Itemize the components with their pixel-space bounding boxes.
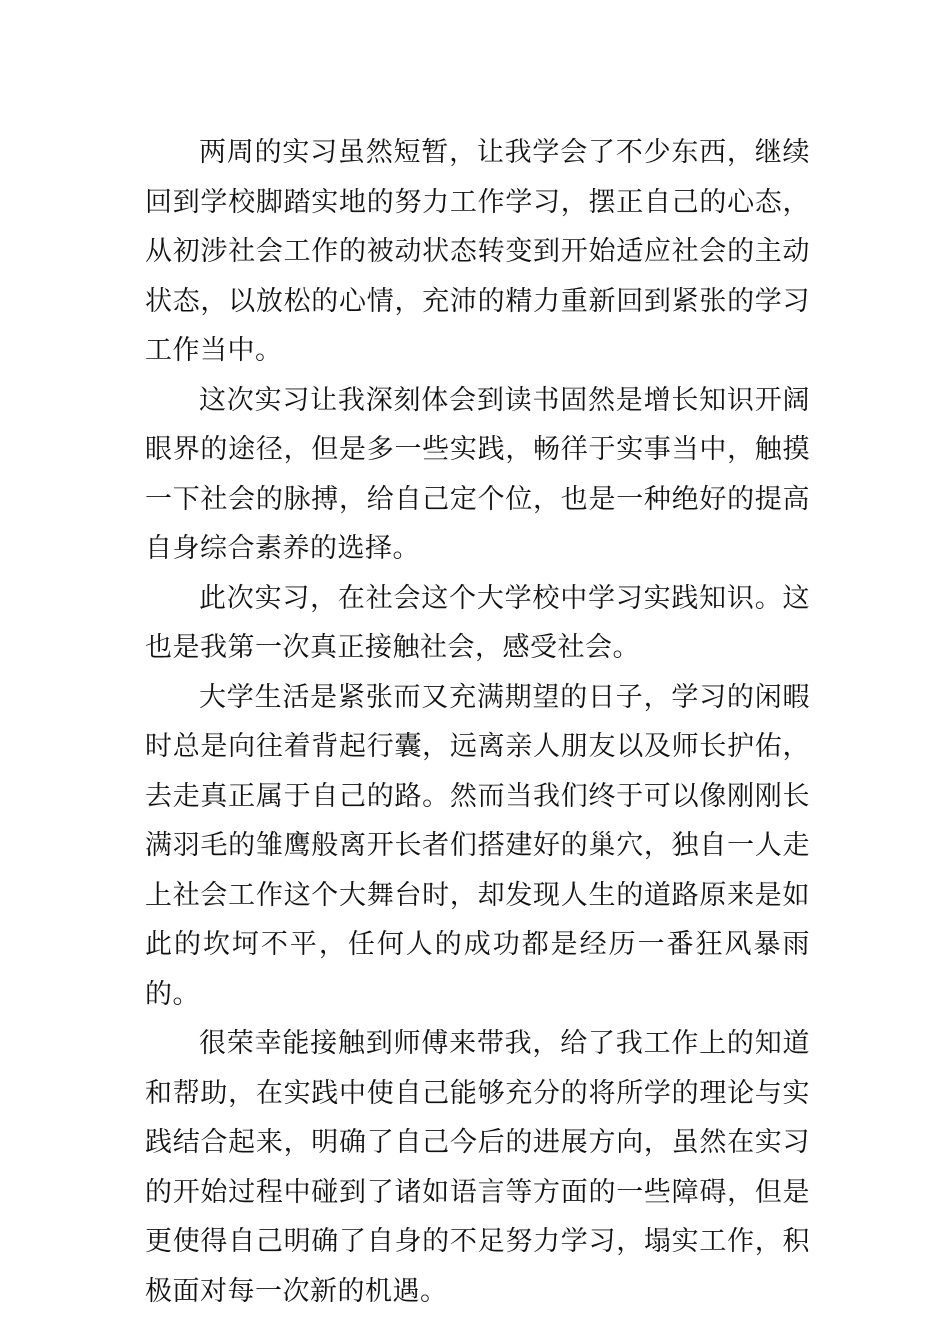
paragraph-4: 大学生活是紧张而又充满期望的日子，学习的闲暇时总是向往着背起行囊，远离亲人朋友以及师长护佑，去走真正属于自己的路。然而当我们终于可以像刚刚长满羽毛的雏鹰般离开长者们搭建好的巢穴，独自一人走上社会工作这个大舞台时，却发现人生的道路原来是如此的坎坷不平，任何人的成功都是经历一番狂风暴雨的。	[145, 681, 810, 1010]
paragraph-5: 很荣幸能接触到师傅来带我，给了我工作上的知道和帮助，在实践中使自己能够充分的将所学的理论与实践结合起来，明确了自己今后的进展方向，虽然在实习的开始过程中碰到了诸如语言等方面的一些障碍，但是更使得自己明确了自身的不足努力学习，塌实工作，积极面对每一次新的机遇。	[145, 1028, 810, 1307]
paragraph-3: 此次实习，在社会这个大学校中学习实践知识。这也是我第一次真正接触社会，感受社会。	[145, 582, 810, 663]
paragraph-2: 这次实习让我深刻体会到读书固然是增长知识开阔眼界的途径，但是多一些实践，畅徉于实事当中，触摸一下社会的脉搏，给自己定个位，也是一种绝好的提高自身综合素养的选择。	[145, 384, 810, 564]
document-body	[145, 128, 810, 1316]
paragraph-1: 两周的实习虽然短暂，让我学会了不少东西，继续回到学校脚踏实地的努力工作学习，摆正自己的心态，从初涉社会工作的被动状态转变到开始适应社会的主动状态，以放松的心情，充沛的精力重新回到紧张的学习工作当中。	[145, 137, 810, 366]
